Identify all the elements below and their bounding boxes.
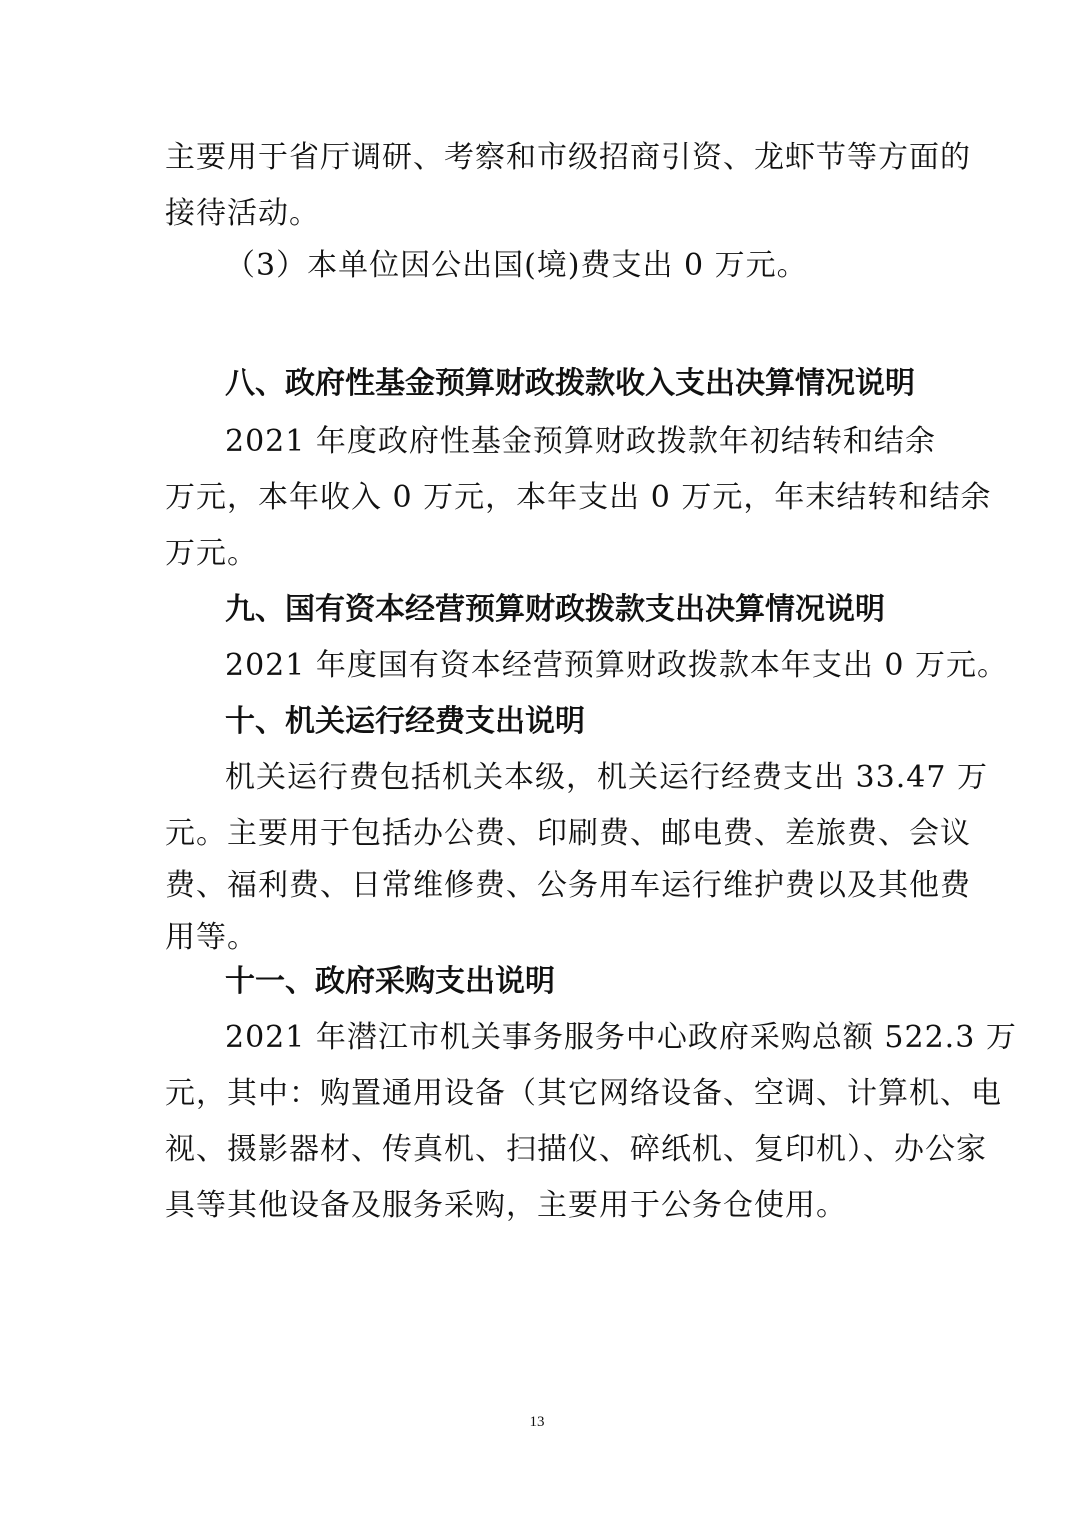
section-heading-10: 十、机关运行经费支出说明 — [225, 704, 585, 739]
paragraph-line: 用等。 — [165, 920, 258, 955]
section-heading-11: 十一、政府采购支出说明 — [225, 964, 555, 999]
paragraph-line: 视、摄影器材、传真机、扫描仪、碎纸机、复印机）、办公家 — [165, 1132, 987, 1167]
paragraph-line: 元，其中：购置通用设备（其它网络设备、空调、计算机、电 — [165, 1076, 1002, 1111]
section-heading-9: 九、国有资本经营预算财政拨款支出决算情况说明 — [225, 592, 885, 627]
paragraph-line: 机关运行费包括机关本级，机关运行经费支出 33.47 万 — [225, 760, 988, 795]
paragraph-line: 万元，本年收入 0 万元，本年支出 0 万元，年末结转和结余 — [165, 480, 992, 515]
paragraph-line: （3）本单位因公出国(境)费支出 0 万元。 — [225, 248, 808, 283]
paragraph-line: 2021 年潜江市机关事务服务中心政府采购总额 522.3 万 — [225, 1020, 1017, 1055]
paragraph-line: 万元。 — [165, 536, 258, 571]
page-number: 13 — [529, 1414, 545, 1430]
paragraph-line: 2021 年度国有资本经营预算财政拨款本年支出 0 万元。 — [225, 648, 1009, 683]
section-heading-8: 八、政府性基金预算财政拨款收入支出决算情况说明 — [225, 366, 915, 401]
paragraph-line: 主要用于省厅调研、考察和市级招商引资、龙虾节等方面的 — [165, 140, 971, 175]
paragraph-line: 接待活动。 — [165, 196, 320, 231]
paragraph-line: 具等其他设备及服务采购，主要用于公务仓使用。 — [165, 1188, 847, 1223]
paragraph-line: 元。主要用于包括办公费、印刷费、邮电费、差旅费、会议 — [165, 816, 971, 851]
paragraph-line: 费、福利费、日常维修费、公务用车运行维护费以及其他费 — [165, 868, 971, 903]
paragraph-line: 2021 年度政府性基金预算财政拨款年初结转和结余 — [225, 424, 936, 459]
